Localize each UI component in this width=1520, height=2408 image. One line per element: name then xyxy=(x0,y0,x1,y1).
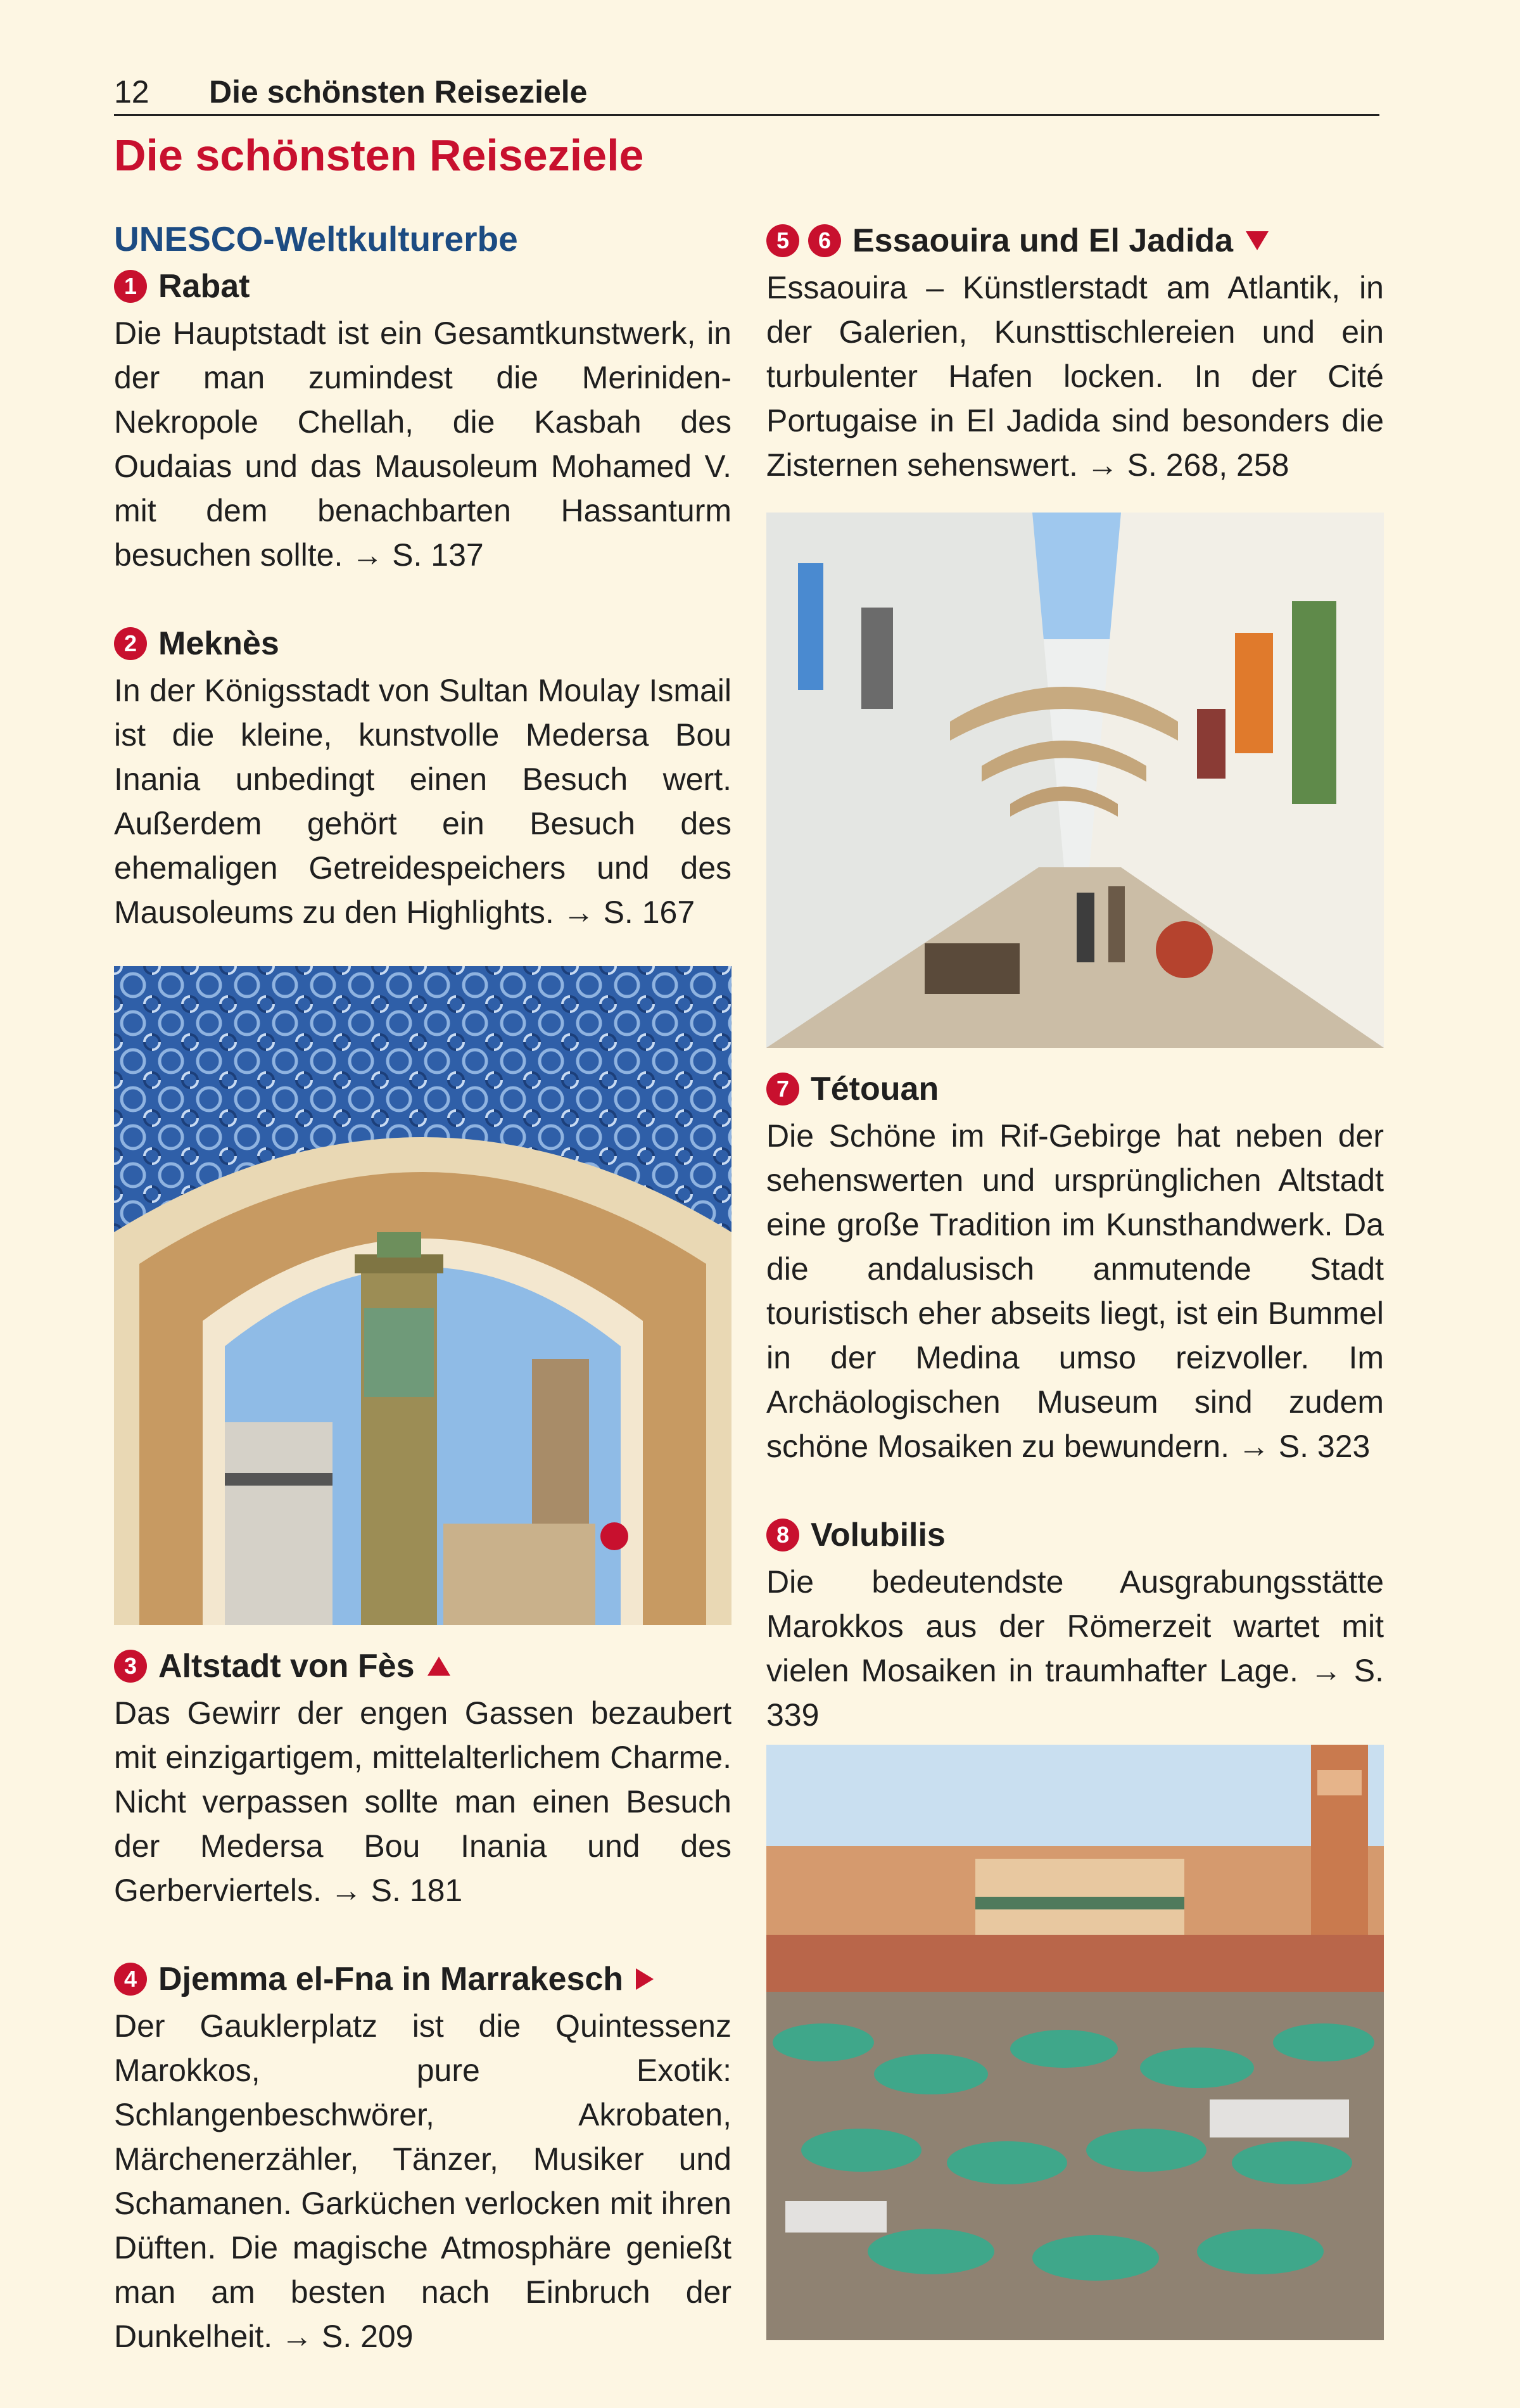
entry-title: Meknès xyxy=(158,625,279,662)
entry-title: Essaouira und El Jadida xyxy=(852,222,1234,259)
entry-text: Essaouira – Künstlerstadt am Atlantik, in der Galerien, Kunsttischlereien und ein turbulenter Hafen locken. In der Cité Portugaise in El Jadida sind besonders die Zisternen sehenswert. → S. 268, 258 xyxy=(766,270,1384,483)
triangle-down-icon xyxy=(1246,231,1269,250)
right-column xyxy=(766,219,1384,2340)
triangle-up-icon xyxy=(428,1657,450,1676)
entry-title: Djemma el-Fna in Marrakesch xyxy=(158,1961,624,1997)
entry-title: Altstadt von Fès xyxy=(158,1648,415,1685)
triangle-right-icon xyxy=(636,1968,654,1990)
entry-number-badge: 8 xyxy=(766,1519,799,1551)
page-number: 12 xyxy=(114,74,149,110)
entry-text: In der Königsstadt von Sultan Moulay Ismail ist die kleine, kunstvolle Medersa Bou Inania unbedingt einen Besuch wert. Außerdem gehört ein Besuch des ehemaligen Getreidespeichers und des Mausoleums zu den Highlights. → S. 167 xyxy=(114,673,732,930)
entry-djemma-el-fna xyxy=(114,1957,732,2359)
entry-fes xyxy=(114,1644,732,1913)
entry-number-badge: 5 xyxy=(766,224,799,257)
page-title: Die schönsten Reiseziele xyxy=(114,131,644,180)
entry-number-badge: 4 xyxy=(114,1963,147,1996)
running-header xyxy=(114,70,1379,116)
entry-tetouan xyxy=(766,1067,1384,1468)
entry-number-badge: 2 xyxy=(114,627,147,660)
entry-number-badge: 3 xyxy=(114,1650,147,1683)
entry-text: Die Schöne im Rif-Gebirge hat neben der sehenswerten und ursprünglichen Altstadt eine große Tradition im Kunsthandwerk. Da die andalusisch anmutende Stadt touristisch eher abseits liegt, ist ein Bummel in der Medina umso reizvoller. Im Archäologischen Museum sind zudem schöne Mosaiken zu bewundern. → S. 323 xyxy=(766,1118,1384,1464)
entry-text: Die bedeutendste Ausgrabungsstätte Marokkos aus der Römerzeit wartet mit vielen Mosaiken in traumhafter Lage. → S. 339 xyxy=(766,1564,1384,1733)
entry-essaouira-el-jadida xyxy=(766,219,1384,487)
entry-volubilis xyxy=(766,1513,1384,1737)
marrakesch-market-photo xyxy=(766,1745,1384,2340)
entry-text: Die Hauptstadt ist ein Gesamtkunstwerk, in der man zumindest die Meriniden-Nekropole Chellah, die Kasbah des Oudaias und das Mausoleum Mohamed V. mit dem benachbarten Hassanturm besuchen sollte. → S. 137 xyxy=(114,315,732,573)
fes-gate-photo xyxy=(114,966,732,1625)
section-title: UNESCO-Weltkulturerbe xyxy=(114,219,518,258)
essaouira-street-photo xyxy=(766,513,1384,1048)
left-column xyxy=(114,219,732,2359)
entry-title: Tétouan xyxy=(811,1071,939,1107)
entry-title: Rabat xyxy=(158,268,250,305)
entry-meknes xyxy=(114,621,732,934)
entry-rabat xyxy=(114,264,732,577)
entry-text: Der Gauklerplatz ist die Quintessenz Marokkos, pure Exotik: Schlangenbeschwörer, Akrobaten, Märchenerzähler, Tänzer, Musiker und Schamanen. Garküchen verlocken mit ihren Düften. Die magische Atmosphäre genießt man am besten nach Einbruch der Dunkelheit. → S. 209 xyxy=(114,2008,732,2354)
entry-number-badge: 1 xyxy=(114,270,147,303)
entry-number-badge: 7 xyxy=(766,1073,799,1105)
entry-number-badge: 6 xyxy=(808,224,841,257)
running-title: Die schönsten Reiseziele xyxy=(209,74,588,110)
entry-title: Volubilis xyxy=(811,1517,946,1553)
entry-text: Das Gewirr der engen Gassen bezaubert mit einzigartigem, mittelalterlichem Charme. Nicht verpassen sollte man einen Besuch der Medersa Bou Inania und des Gerberviertels. → S. 181 xyxy=(114,1695,732,1908)
